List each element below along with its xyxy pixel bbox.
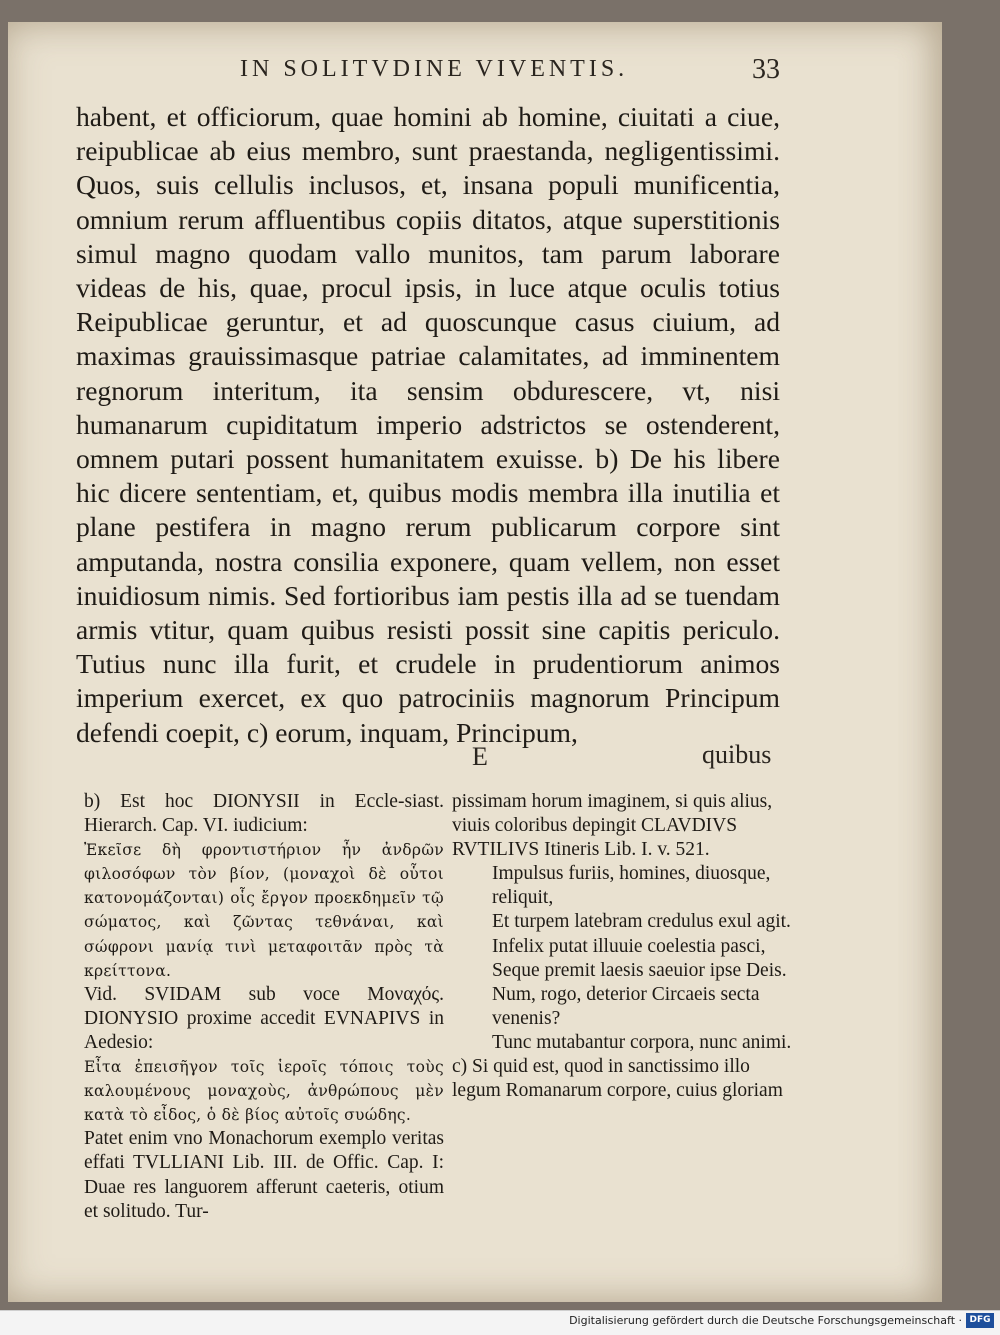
footnote-left-column xyxy=(84,790,444,1224)
funding-credit: Digitalisierung gefördert durch die Deutsche Forschungsgemeinschaft · xyxy=(569,1314,962,1327)
footnote-right-column xyxy=(452,790,798,1103)
main-text-block: habent, et officiorum, quae homini ab homine, ciuitati a ciue, reipublicae ab eius membro, sunt praestanda, negligentissimi. Quos, suis cellulis inclusos, et, insana populi munificentia, omnium rerum affluentibus copiis ditatos, atque superstitionis simul magno quodam vallo munitos, tam parum laborare videas de his, quae, procul ipsis, in luce atque oculis totius Reipublicae geruntur, et ad quoscunque casus ciuium, ad maximas grauissimasque patriae calamitates, ad imminentem regnorum interitum, ita sensim obdurescere, vt, nisi humanarum cupiditatum imperio adstrictos se ostenderent, omnem putari possent humanitatem exuisse. b) De his libere hic dicere sententiam, et, quibus modis membra illa inutilia et plane pestifera in magno rerum publicarum corpore sint amputanda, nostra consilia exponere, quam vellem, non esset inuidiosum nimis. Sed fortioribus iam pestis illa ad se tuendam armis vtitur, quam quibus resisti possit sine capitis periculo. Tutius nunc illa furit, et crudele in prudentiorum animos imperium exercet, ex quo patrociniis magnorum Principum defendi coepit, c) eorum, inquam, Principum, xyxy=(76,101,780,748)
signature-mark: E xyxy=(472,742,488,771)
running-head: IN SOLITVDINE VIVENTIS. xyxy=(240,56,629,82)
footnote-b-middle: Vid. SVIDAM sub voce Μοναχός. DIONYSIO proxime accedit EVNAPIVS in Aedesio: xyxy=(84,983,444,1053)
footnote-c: c) Si quid est, quod in sanctissimo illo legum Romanarum corpore, cuius gloriam xyxy=(452,1056,783,1102)
footnote-greek-quote-1: Ἐκεῖσε δὴ φροντιστήριον ἦν ἀνδρῶν φιλοσόφων τὸν βίον, (μοναχοὶ δὲ οὗτοι κατονομάζονται) οἷς ἔργον προεκδημεῖν τῷ σώματος, καὶ ζῶντας τεθνάναι, καὶ σώφρονι μανίᾳ τινὶ μεταφοιτᾶν πρὸς τὰ κρείττονα. xyxy=(84,841,444,980)
verse-line: Tunc mutabantur corpora, nunc animi. xyxy=(492,1031,792,1053)
page-number: 33 xyxy=(752,54,780,85)
verse-line: Num, rogo, deterior Circaeis secta venenis? xyxy=(492,983,760,1029)
verse-line: Seque premit laesis saeuior ipse Deis. xyxy=(492,959,787,981)
footnote-b-end: Patet enim vno Monachorum exemplo veritas effati TVLLIANI Lib. III. de Offic. Cap. I: Duae res languorem afferunt caeteris, otium et solitudo. Tur- xyxy=(84,1128,444,1222)
verse-line: Infelix putat illuuie coelestia pasci, xyxy=(492,935,766,957)
footnote-continuation: pissimam horum imaginem, si quis alius, viuis coloribus depingit CLAVDIVS RVTILIVS Itineris Lib. I. v. 521. xyxy=(452,791,773,861)
footnote-b-intro: b) Est hoc DIONYSII in Eccle-siast. Hierarch. Cap. VI. iudicium: xyxy=(84,791,444,837)
footnote-greek-quote-2: Εἶτα ἐπεισῆγον τοῖς ἱεροῖς τόποις τοὺς καλουμένους μοναχοὺς, ἀνθρώπους μὲν κατὰ τὸ εἶδος, ὁ δὲ βίος αὐτοῖς συώδης. xyxy=(84,1058,444,1125)
dfg-logo-icon: DFG xyxy=(966,1313,994,1328)
verse-line: Et turpem latebram credulus exul agit. xyxy=(492,911,791,933)
catchword: quibus xyxy=(702,740,772,769)
verse-line: Impulsus furiis, homines, diuosque, reliquit, xyxy=(492,863,771,909)
